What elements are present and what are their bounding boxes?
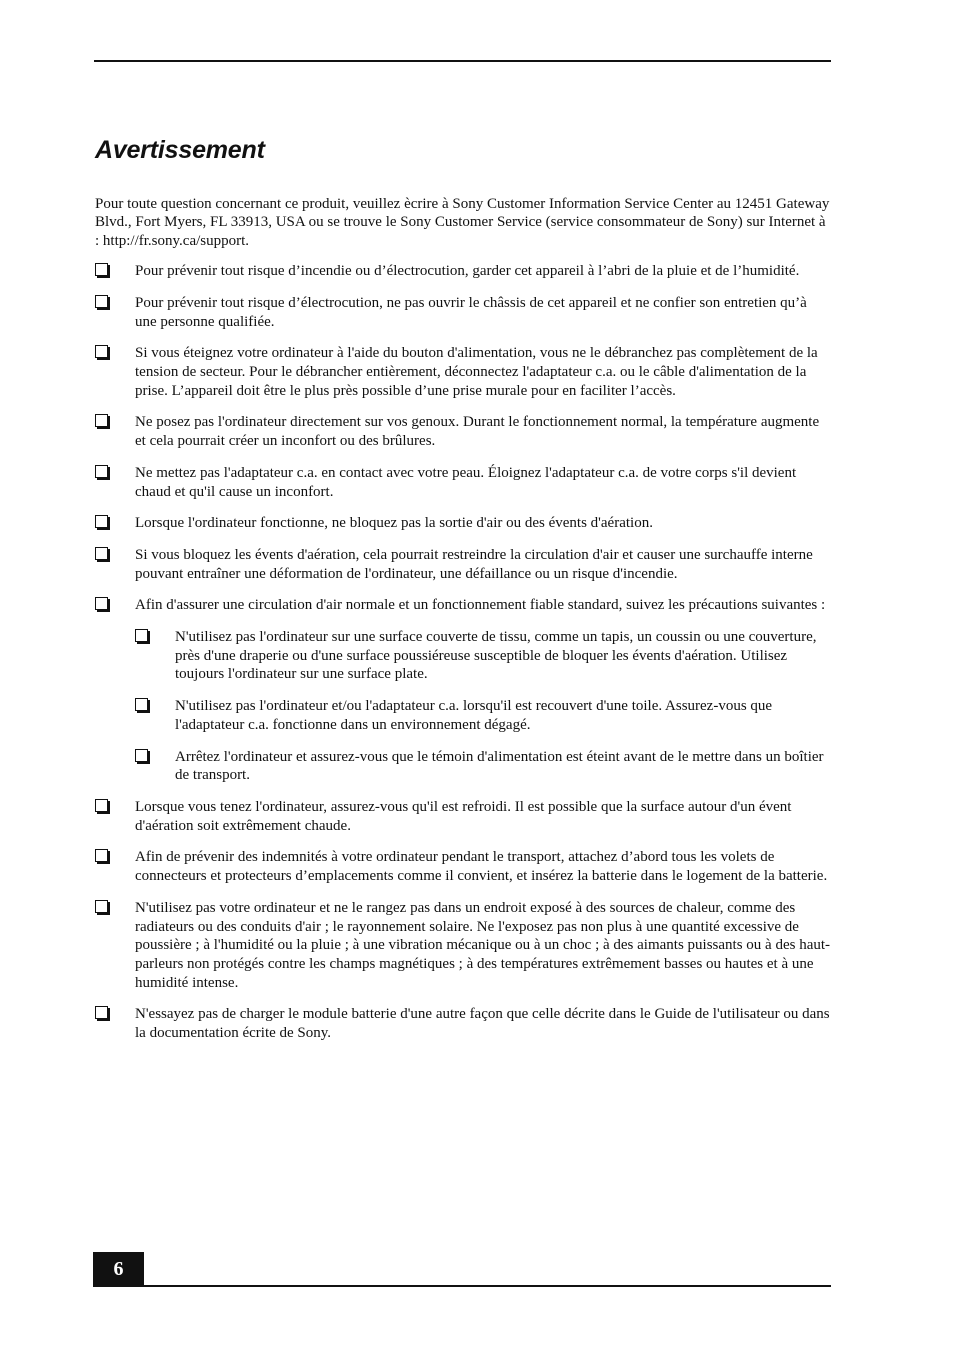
sub-list-item	[135, 628, 831, 684]
checkbox-bullet-icon	[95, 465, 108, 478]
list-item	[95, 546, 831, 583]
intro-paragraph: Pour toute question concernant ce produit, veuillez ècrire à Sony Customer Information Service Center au 12451 Gateway Blvd., Fort Myers, FL 33913, USA ou se trouve le Sony Customer Service (service consommateur de Sony) sur Internet à : http://fr.sony.ca/support.	[95, 196, 830, 249]
checkbox-bullet-icon	[95, 799, 108, 812]
list-item	[95, 1005, 831, 1042]
checkbox-bullet-icon	[95, 1006, 108, 1019]
page-title: Avertissement	[95, 136, 265, 164]
sub-list-item-text: Arrêtez l'ordinateur et assurez-vous que le témoin d'alimentation est éteint avant de le mettre dans un boîtier de transport.	[175, 748, 824, 784]
list-item-text: N'utilisez pas votre ordinateur et ne le rangez pas dans un endroit exposé à des sources de chaleur, comme des radiateurs ou des conduits d'air ; le rayonnement solaire. Ne l'exposez pas non plus à une quantité excessive de poussière ; à l'humidité ou la pluie ; à une vibration mécanique ou à un choc ; à des aimants puissants ou à des haut-parleurs non protégés contre les champs magnétiques ; à des températures extrêmement basses ou hautes et à une humidité intense.	[135, 899, 831, 991]
list-item-text: Afin d'assurer une circulation d'air normale et un fonctionnement fiable standard, suivez les précautions suivantes :	[135, 597, 826, 614]
list-item	[95, 294, 831, 331]
list-item-text: Pour prévenir tout risque d’incendie ou d’électrocution, garder cet appareil à l’abri de la pluie et de l’humidité.	[135, 263, 800, 280]
list-item-text: Afin de prévenir des indemnités à votre ordinateur pendant le transport, attachez d’abord tous les volets de connecteurs et protecteurs d’emplacements comme il convient, et insérez la batterie dans le logement de la batterie.	[135, 849, 828, 885]
checkbox-bullet-icon	[95, 414, 108, 427]
sub-list-item-text: N'utilisez pas l'ordinateur sur une surface couverte de tissu, comme un tapis, un coussin ou une couverture, près d'une draperie ou d'une surface poussiéreuse susceptible de bloquer les évents d'aération. Utilisez toujours l'ordinateur sur une surface plate.	[175, 629, 817, 683]
checkbox-bullet-icon	[95, 263, 108, 276]
checkbox-bullet-icon	[135, 698, 148, 711]
checkbox-bullet-icon	[95, 900, 108, 913]
checkbox-bullet-icon	[135, 749, 148, 762]
list-item	[95, 262, 831, 281]
list-item-text: Lorsque l'ordinateur fonctionne, ne bloquez pas la sortie d'air ou des évents d'aération.	[135, 515, 653, 532]
checkbox-bullet-icon	[95, 547, 108, 560]
list-item-text: Ne mettez pas l'adaptateur c.a. en contact avec votre peau. Éloignez l'adaptateur c.a. de votre corps s'il devient chaud et qu'il cause un inconfort.	[135, 464, 797, 500]
list-item	[95, 848, 831, 885]
header-rule	[94, 60, 831, 62]
list-item	[95, 596, 831, 785]
sub-list-item-text: N'utilisez pas l'ordinateur et/ou l'adaptateur c.a. lorsqu'il est recouvert d'une toile. Assurez-vous que l'adaptateur c.a. fonctionne dans un environnement dégagé.	[175, 698, 773, 733]
checkbox-bullet-icon	[95, 849, 108, 862]
list-item	[95, 514, 831, 533]
checkbox-bullet-icon	[95, 295, 108, 308]
list-item	[95, 413, 831, 450]
list-item-text: Si vous bloquez les évents d'aération, cela pourrait restreindre la circulation d'air et causer une surchauffe interne pouvant entraîner une déformation de l'ordinateur, une défaillance ou un risque d'incendie.	[135, 546, 813, 582]
list-item	[95, 344, 831, 400]
list-item	[95, 798, 831, 835]
checkbox-bullet-icon	[95, 515, 108, 528]
page-number: 6	[93, 1252, 144, 1287]
checkbox-bullet-icon	[95, 345, 108, 358]
list-item-text: Ne posez pas l'ordinateur directement sur vos genoux. Durant le fonctionnement normal, la température augmente et cela pourrait créer un inconfort ou des brûlures.	[135, 414, 820, 450]
warning-list	[95, 262, 831, 1043]
precautions-sublist	[135, 628, 831, 785]
list-item-text: N'essayez pas de charger le module batterie d'une autre façon que celle décrite dans le Guide de l'utilisateur ou dans la documentation écrite de Sony.	[135, 1006, 830, 1042]
checkbox-bullet-icon	[135, 629, 148, 642]
list-item-text: Si vous éteignez votre ordinateur à l'aide du bouton d'alimentation, vous ne le débranchez pas complètement de la tension de secteur. Pour le débrancher entièrement, déconnectez l'adaptateur c.a. ou le câble d'alimentation de la prise. L’appareil doit être le plus près possible d’une prise murale pour en faciliter l’accès.	[135, 345, 818, 399]
checkbox-bullet-icon	[95, 597, 108, 610]
sub-list-item	[135, 748, 831, 785]
sub-list-item	[135, 697, 831, 734]
document-body	[95, 134, 831, 1056]
list-item	[95, 899, 831, 993]
list-item-text: Pour prévenir tout risque d’électrocution, ne pas ouvrir le châssis de cet appareil et ne confier son entretien qu’à une personne qualifiée.	[135, 294, 807, 330]
footer-rule	[94, 1285, 831, 1287]
list-item-text: Lorsque vous tenez l'ordinateur, assurez-vous qu'il est refroidi. Il est possible que la surface autour d'un évent d'aération soit extrêmement chaude.	[135, 798, 792, 834]
list-item	[95, 464, 831, 501]
